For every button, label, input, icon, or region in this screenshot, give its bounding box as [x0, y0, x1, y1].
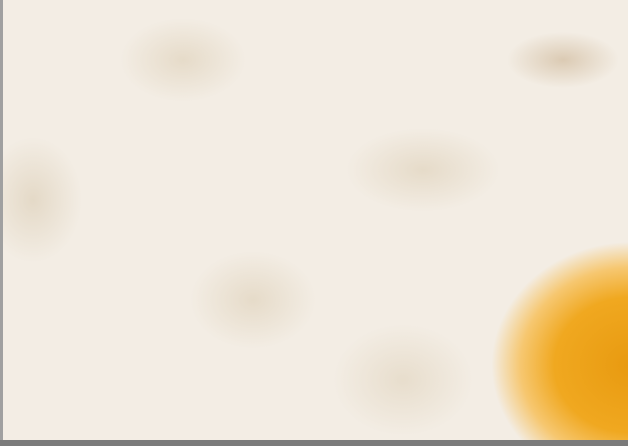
viewer-scrollbar-edge[interactable] — [0, 440, 628, 446]
menu-page — [3, 0, 628, 440]
